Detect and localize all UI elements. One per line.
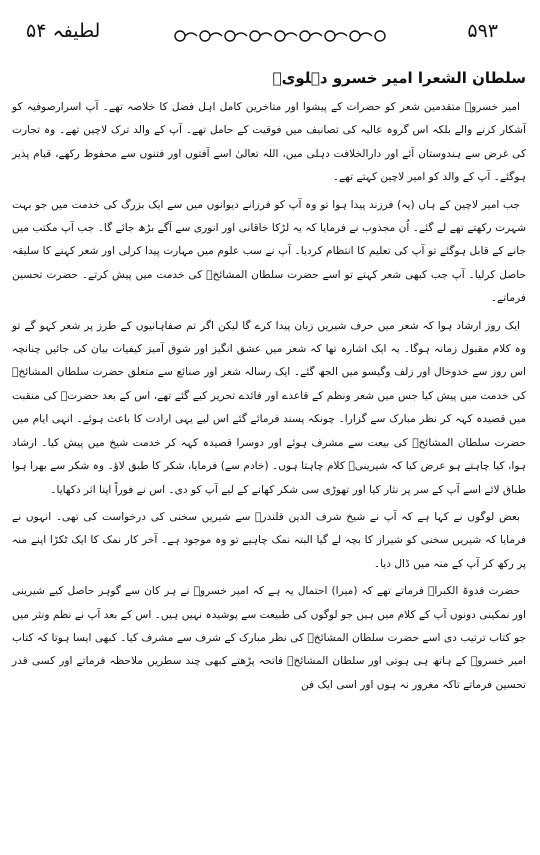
paragraph: بعض لوگوں نے کہا ہے کہ آپ نے شیخ شرف الدین قلندرؒ سے شیریں سخنی کی درخواست کی تھی۔ انہوں نے فرمایا کہ شیریں سخنی کو شیراز کا بچہ لے گیا البتہ نمک چاہیے تو وہ موجود ہے۔ آخر کار نمک کا ایک ٹکڑا اپنے منہ پر رکھ کر آپ کے منہ میں ڈال دیا۔ [12,510,526,570]
page-header [12,18,528,58]
page-number: ۵۹۳ [467,20,498,42]
paragraph: حضرت قدوۃ الکبراؒ فرماتے تھے کہ (میرا) احتمال یہ ہے کہ امیر خسروؒ نے ہر کان سے گوہر حاصل کیے شیرینی اور نمکینی دونوں آپ کے کلام میں ہیں جو لوگوں کی طبیعت سے پوشیدہ نہیں ہیں۔ اس کے بعد آپ نے نظم ونثر میں جو کتاب ترتیب دی اسے حضرت سلطان المشائخؒ کی نظر مبارک کے شرف سے مشرف کیا۔ کبھی ایسا ہوتا کہ کتاب امیر خسروؒ کے ہاتھ ہی ہوتی اور سلطان المشائخؒ فاتحہ پڑھتے کبھی چند سطریں ملاحظہ فرماتے اور کسی قدر تحسین فرماتے تاکہ مغرور نہ ہوں اور اسی ایک فن [12,585,526,691]
article-title: سلطان الشعرا امیر خسرو دہلویؒ [272,69,526,87]
chapter-label: لطیفہ ۵۴ [26,20,101,42]
paragraph: امیر خسروؒ متقدمین شعر کو حضرات کے پیشوا اور متاخرین کامل اہل فضل کا خلاصہ تھے۔ آپ اسرارصوفیہ کو آشکار کرنے والے بلکہ اس گروہ عالیہ کی تصانیف میں فوقیت کے حامل تھے۔ آپ کے والد ترک لاچین تھے۔ وہ تجارت کی غرض سے ہندوستان آئے اور دارالخلافت دہلی میں، اللہ تعالیٰ اسے آفتوں اور فتنوں سے محفوظ رکھے، قیام پذیر ہوگئے۔ آپ کے والد کو امیر لاچین کہتے تھے۔ [12,101,526,184]
paragraph: جب امیر لاچین کے ہاں (یہ) فرزند پیدا ہوا تو وہ آپ کو فرزانے دیوانوں میں سے ایک بزرگ کی خدمت میں جو بہت شہرت رکھتے تھے لے گئے۔ اُن مجذوب نے فرمایا کہ یہ لڑکا خاقانی اور انوری سے آگے بڑھ جائے گا۔ جب آپ مکتب میں جانے کے قابل ہوگئے تو آپ کی تعلیم کا انتظام کردیا۔ آپ نے سب علوم میں مہارت پیدا کرلی اور شعر کہنے کا سلیقہ حاصل کرلیا۔ آپ جب کبھی شعر کہتے تو اسے حضرت سلطان المشائخؒ کی خدمت میں پیش کرتے۔ حضرت تحسین فرماتے۔ [12,198,526,305]
header-ornament [172,24,392,48]
paragraph: ایک روز ارشاد ہوا کہ شعر میں حرف شیریں زبان پیدا کرے گا لیکن اگر تم صفاہانیوں کے طرز پر شعر کہو گے تو وہ کلام مقبول زمانہ ہوگا۔ یہ ایک اشارہ تھا کہ شعر میں عشق انگیز اور شوق آمیز کیفیات بیان کی جائیں چنانچہ اس روز سے خدوخال اور زلف وگیسو میں الجھ گئے۔ ایک رسالہ شعر اور صنائع سے متعلق حضرت سلطان المشائخؒ کی خدمت میں پیش کیا جس میں شعر ونظم کے قاعدے اور فائدے تحریر کیے گئے تھے، اس کے بعد حضرتؒ کی منقبت میں قصیدہ کہہ کر نظر مبارک سے گزارا۔ چونکہ پسند فرمائے گئے اس لیے یہی ارادت کا باعث ہوئے۔ انہی ایام میں حضرت سلطان المشائخؒ کی بیعت سے مشرف ہوئے اور دوسرا قصیدہ کہہ کر خدمت شیخ میں پیش کیا۔ ارشاد ہوا، کیا چاہتے ہو عرض کیا کہ شیرینیؒ کلام چاہتا ہوں۔ (خادم سے) فرمایا، شکر کا طبق لاؤ۔ وہ شکر سے بھرا ہوا طباق لائے اسے آپ کے سر پر نثار کیا اور تھوڑی سی شکر کھانے کے لیے آپ کو دی۔ اس نے فوراً اپنا اثر دکھایا۔ [12,319,526,496]
article-body [12,96,528,697]
